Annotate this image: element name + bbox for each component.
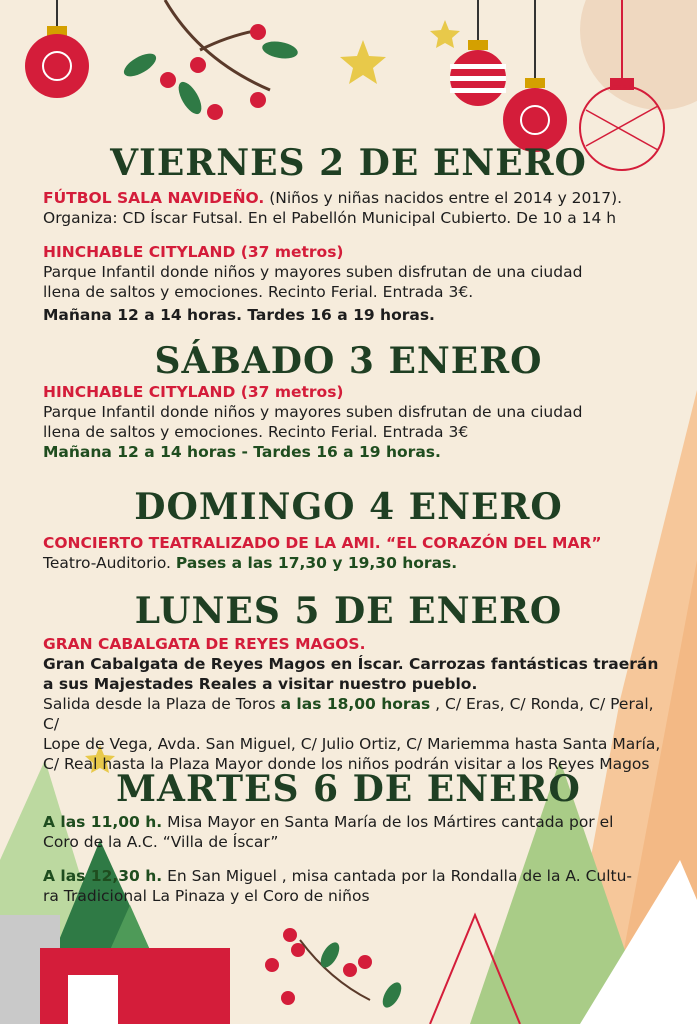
route-text: Lope de Vega, Avda. San Miguel, C/ Julio Ortiz, C/ Mariemma hasta Santa María, [43, 735, 661, 753]
day-heading-sabado: SÁBADO 3 ENERO [154, 340, 543, 382]
day-heading-viernes: VIERNES 2 DE ENERO [110, 142, 587, 184]
event-hinchable-sabado [43, 382, 663, 462]
route-text: C/ Real hasta la Plaza Mayor donde los niños podrán visitar a los Reyes Magos [43, 755, 650, 773]
event-hinchable-viernes [43, 242, 663, 302]
event-hours: A las 12,30 h. [43, 867, 163, 885]
event-details: llena de saltos y emociones. Recinto Ferial. Entrada 3€. [43, 283, 474, 301]
event-details: Organiza: CD Íscar Futsal. En el Pabellón Municipal Cubierto. De 10 a 14 h [43, 209, 617, 227]
event-details: Misa Mayor en Santa María de los Mártires cantada por el [162, 813, 614, 831]
event-details: Parque Infantil donde niños y mayores suben disfrutan de una ciudad [43, 263, 583, 281]
event-cabalgata [43, 634, 663, 774]
event-hours: a las 18,00 horas [280, 695, 431, 713]
event-misa-mayor [43, 812, 663, 852]
event-misa-rondalla [43, 866, 663, 906]
holly-icon [120, 0, 299, 120]
event-futbol [43, 188, 663, 228]
route-text: Salida desde la Plaza de Toros [43, 695, 281, 713]
day-heading-martes: MARTES 6 DE ENERO [116, 768, 581, 810]
event-details: Coro de la A.C. “Villa de Íscar” [43, 833, 279, 851]
star-icon [340, 40, 386, 84]
event-details: ra Tradicional La Pinaza y el Coro de niños [43, 887, 370, 905]
event-description: Gran Cabalgata de Reyes Magos en Íscar. Carrozas fantásticas traerán [43, 655, 659, 673]
event-description: a sus Majestades Reales a visitar nuestro pueblo. [43, 675, 478, 693]
ornament-icon [450, 0, 506, 106]
event-title: HINCHABLE CITYLAND (37 metros) [43, 243, 344, 261]
event-subtitle: (Niños y niñas nacidos entre el 2014 y 2017). [264, 189, 623, 207]
event-concierto [43, 533, 663, 573]
event-title: GRAN CABALGATA DE REYES MAGOS. [43, 635, 366, 653]
star-icon [430, 20, 460, 48]
event-title: CONCIERTO TEATRALIZADO DE LA AMI. “EL CORAZÓN DEL MAR” [43, 534, 602, 552]
ornament-icon [25, 0, 89, 98]
event-title: HINCHABLE CITYLAND (37 metros) [43, 383, 344, 401]
event-details: En San Miguel , misa cantada por la Rondalla de la A. Cultu- [162, 867, 633, 885]
event-details: Parque Infantil donde niños y mayores suben disfrutan de una ciudad [43, 403, 583, 421]
event-hours: Mañana 12 a 14 horas. Tardes 16 a 19 horas. [43, 306, 435, 324]
holly-icon [265, 928, 405, 1011]
event-hours: A las 11,00 h. [43, 813, 163, 831]
event-details: llena de saltos y emociones. Recinto Ferial. Entrada 3€ [43, 423, 469, 441]
event-details: Teatro-Auditorio. [43, 554, 176, 572]
event-hours: Mañana 12 a 14 horas - Tardes 16 a 19 horas. [43, 443, 441, 461]
day-heading-domingo: DOMINGO 4 ENERO [134, 486, 563, 528]
day-heading-lunes: LUNES 5 DE ENERO [134, 590, 563, 632]
event-hours: Pases a las 17,30 y 19,30 horas. [175, 554, 458, 572]
route-text: , C/ Eras, C/ Ronda, C/ Peral, C/ [43, 695, 654, 733]
ornament-icon [503, 0, 567, 152]
event-title: FÚTBOL SALA NAVIDEÑO. [43, 189, 265, 207]
